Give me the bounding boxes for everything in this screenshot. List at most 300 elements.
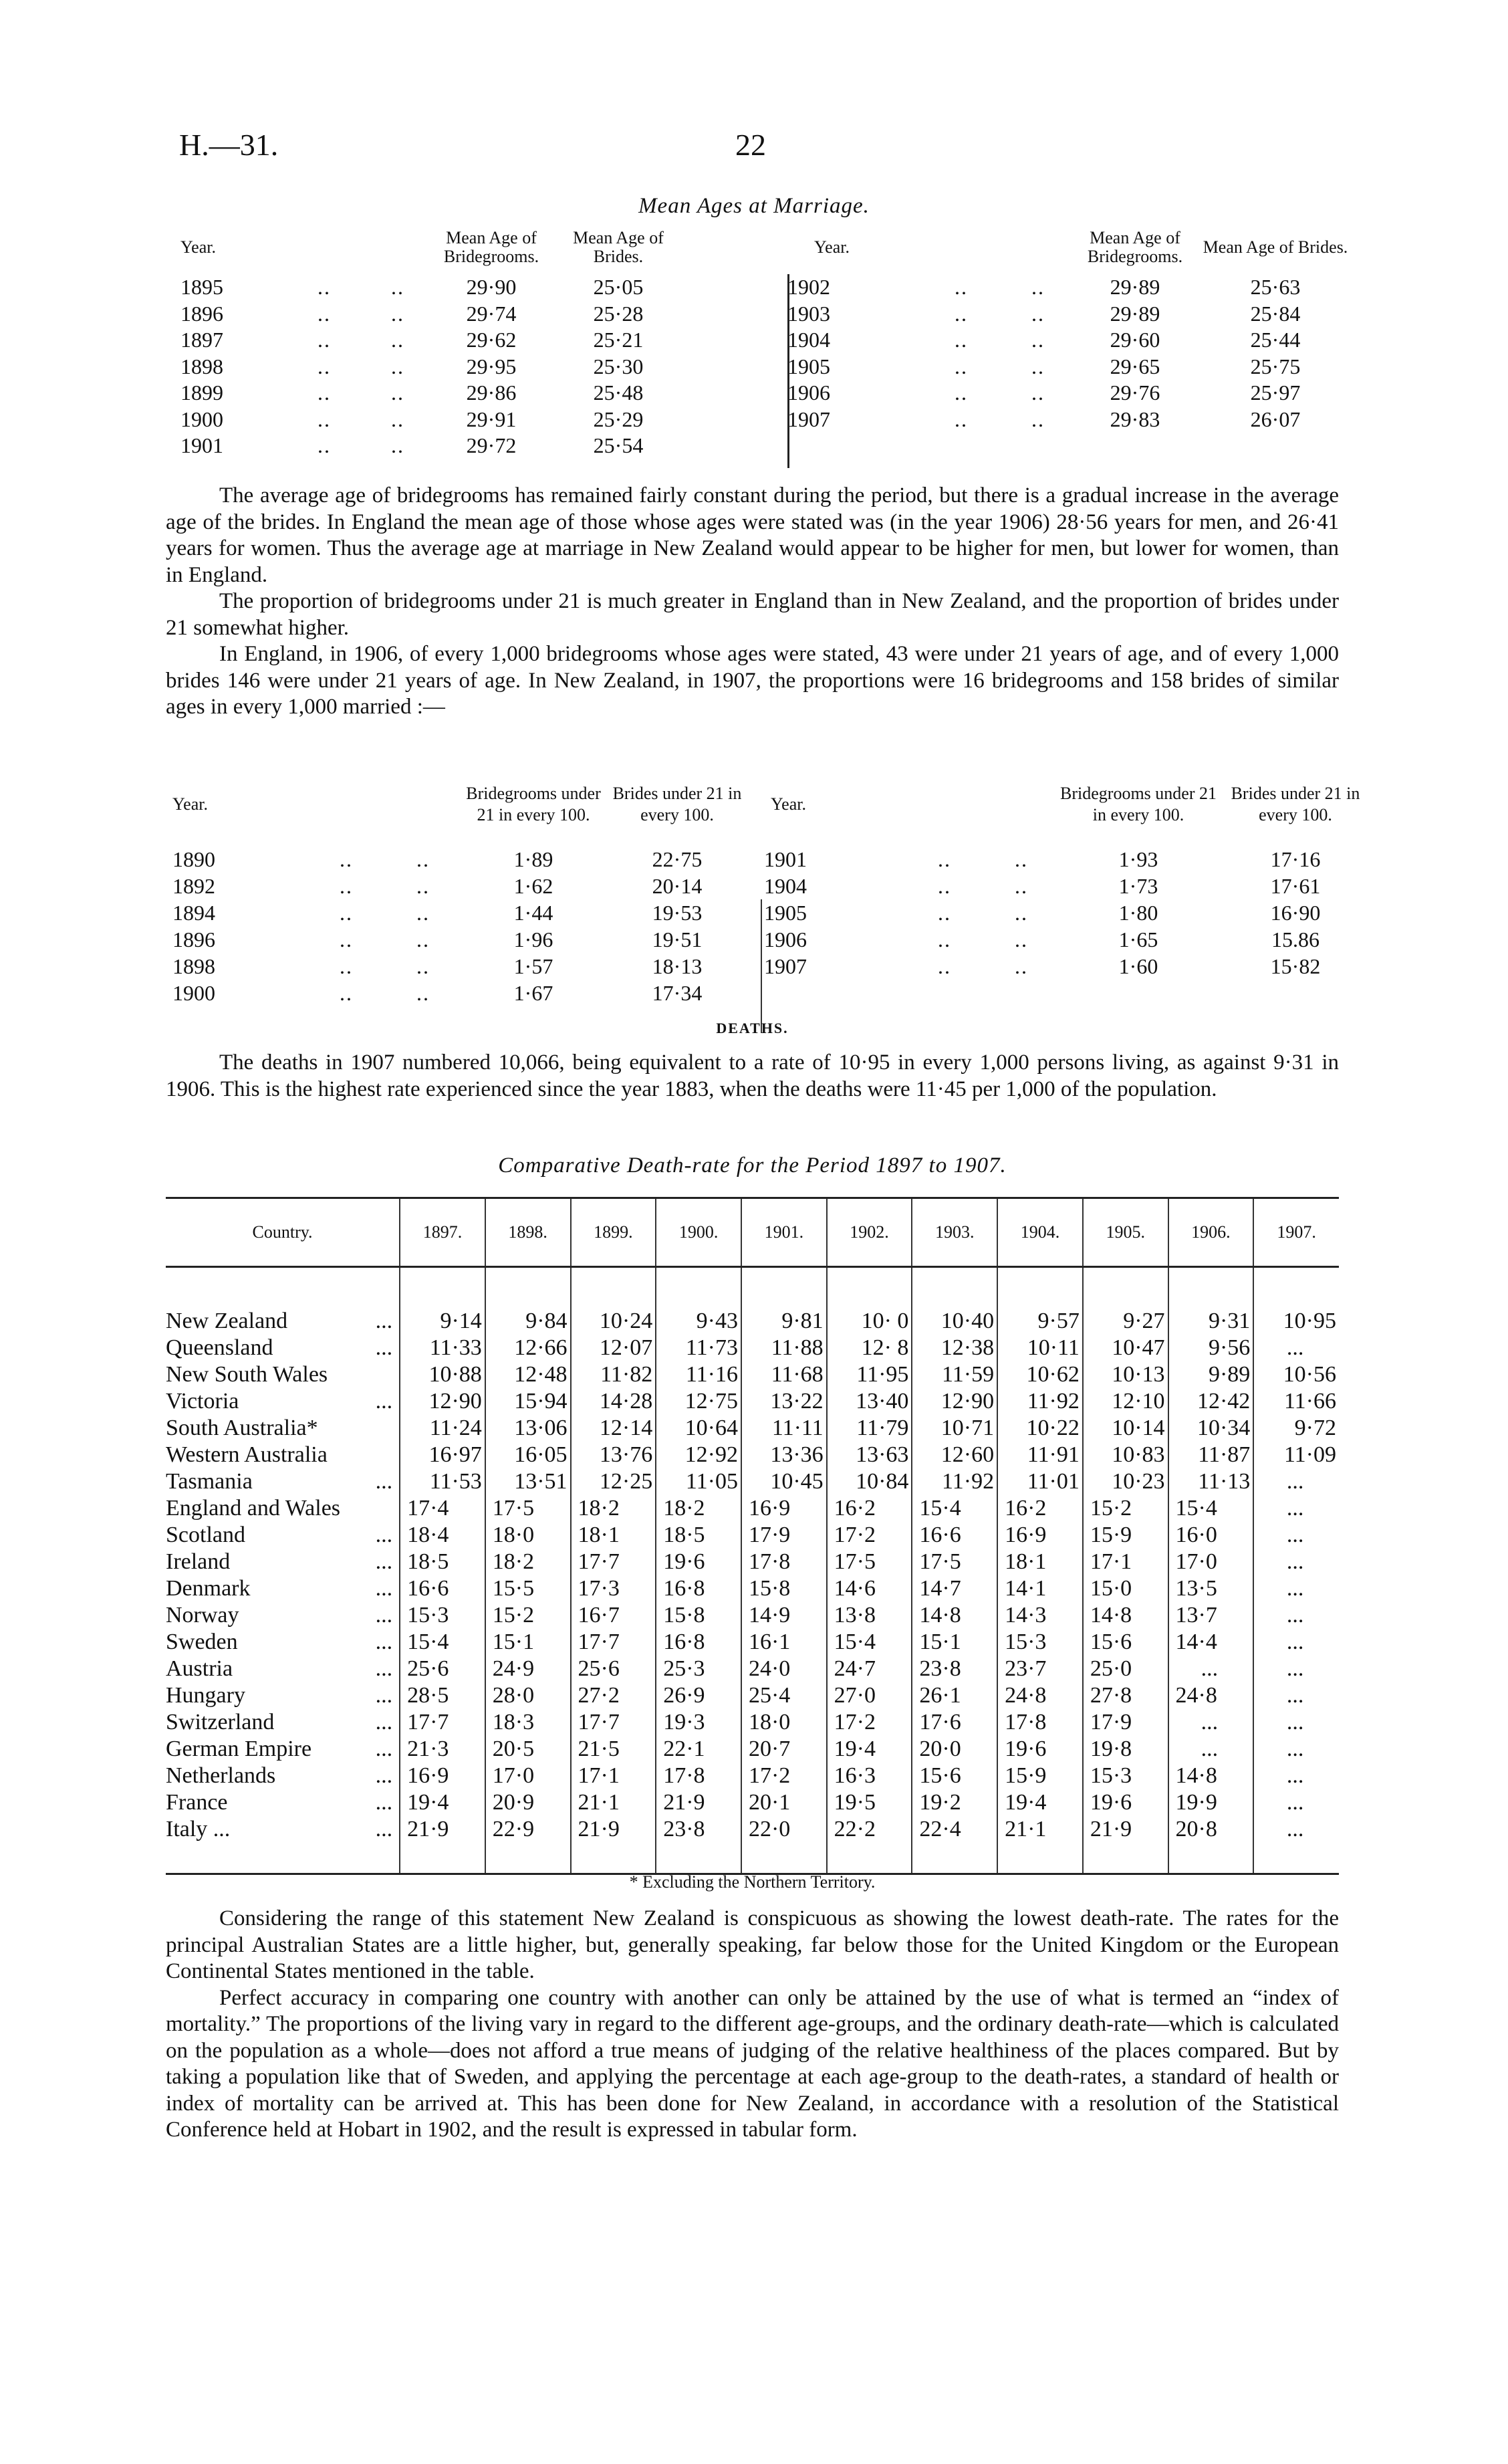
- leader-dots: ..: [1015, 847, 1028, 871]
- rate-value: 18·2: [656, 1495, 741, 1522]
- rate-value: 19·8: [1083, 1736, 1168, 1763]
- rate-value: 13·22: [741, 1388, 827, 1415]
- mean-ages-title: Mean Ages at Marriage.: [638, 194, 870, 218]
- leader-dots: ..: [391, 275, 404, 299]
- bridegrooms-value: 1·62: [513, 874, 553, 898]
- leader-dots: ..: [955, 354, 968, 378]
- rate-value: 17·7: [571, 1709, 656, 1736]
- rate-value: ...: [1253, 1816, 1339, 1843]
- country-cell: [166, 1468, 400, 1495]
- rate-value: 25·0: [1083, 1656, 1168, 1682]
- rate-value: 15·3: [997, 1629, 1083, 1656]
- table-row: [166, 1709, 1339, 1736]
- rate-value: 15·4: [827, 1629, 912, 1656]
- rate-value: 12·07: [571, 1335, 656, 1361]
- bridegrooms-value: 29·83: [1110, 407, 1160, 431]
- rate-value: ...: [1253, 1629, 1339, 1656]
- rate-value: 16·7: [571, 1602, 656, 1629]
- country-name: Switzerland: [166, 1710, 275, 1734]
- rate-value: 17·0: [1168, 1549, 1254, 1575]
- rate-value: ...: [1253, 1335, 1339, 1361]
- rate-value: 11·24: [400, 1415, 485, 1442]
- rate-value: 15·1: [485, 1629, 571, 1656]
- rate-value: 10· 0: [827, 1308, 912, 1335]
- rate-value: 17·1: [1083, 1549, 1168, 1575]
- brides-value: 15·82: [1270, 954, 1321, 978]
- death-rate-table-title: Comparative Death-rate for the Period 1897 to 1907.: [498, 1153, 1007, 1178]
- page-number: 22: [735, 128, 766, 162]
- year-cell: 1904: [764, 874, 807, 898]
- leader-dots: ..: [391, 354, 404, 378]
- rate-value: 24·0: [741, 1656, 827, 1682]
- bridegrooms-value: 1·60: [1118, 954, 1158, 978]
- rate-value: 14·6: [827, 1575, 912, 1602]
- rate-value: 24·8: [997, 1682, 1083, 1709]
- rate-value: 11·73: [656, 1335, 741, 1361]
- rate-value: 10·95: [1253, 1308, 1339, 1335]
- rate-value: 19·6: [656, 1549, 741, 1575]
- leader-dots: ..: [416, 927, 430, 951]
- column-divider: [761, 899, 762, 1033]
- bridegrooms-value: 29·89: [1110, 301, 1160, 326]
- document-id: H.—31.: [179, 128, 279, 162]
- rate-value: 10·23: [1083, 1468, 1168, 1495]
- leader-dots: ..: [391, 433, 404, 457]
- rate-value: 13·51: [485, 1468, 571, 1495]
- year-cell: 1903: [787, 301, 830, 326]
- rate-value: 15·4: [912, 1495, 997, 1522]
- year-cell: 1900: [180, 407, 223, 431]
- leader-dots: ..: [955, 328, 968, 352]
- country-cell: [166, 1736, 400, 1763]
- table-row: [166, 1789, 1339, 1816]
- table-row: [166, 1308, 1339, 1335]
- rate-value: 15·1: [912, 1629, 997, 1656]
- rate-value: 12·60: [912, 1442, 997, 1468]
- year-cell: 1895: [180, 275, 223, 299]
- bridegrooms-value: 1·96: [513, 927, 553, 951]
- country-cell: [166, 1709, 400, 1736]
- rate-value: ...: [1253, 1789, 1339, 1816]
- rate-value: 13·63: [827, 1442, 912, 1468]
- rate-value: 18·5: [656, 1522, 741, 1549]
- year-cell: 1907: [787, 407, 830, 431]
- rate-value: 12·42: [1168, 1388, 1254, 1415]
- leader-ellipsis: ...: [375, 1603, 393, 1628]
- rate-value: 21·1: [997, 1816, 1083, 1843]
- rate-value: 12·25: [571, 1468, 656, 1495]
- rate-value: 25·6: [400, 1656, 485, 1682]
- brides-value: 25·63: [1250, 275, 1301, 299]
- rate-value: 16·8: [656, 1629, 741, 1656]
- country-name: Netherlands: [166, 1763, 276, 1788]
- rate-value: 18·2: [485, 1549, 571, 1575]
- leader-dots: ..: [416, 847, 430, 871]
- bridegrooms-value: 1·93: [1118, 847, 1158, 871]
- brides-value: 25·84: [1250, 301, 1301, 326]
- leader-dots: ..: [416, 901, 430, 925]
- col-header-year: Year.: [172, 794, 208, 814]
- year-cell: 1905: [764, 901, 807, 925]
- rate-value: 17·5: [485, 1495, 571, 1522]
- leader-dots: ..: [1015, 874, 1028, 898]
- col-header-brides: Mean Age of Brides.: [1203, 237, 1348, 257]
- rate-value: 18·5: [400, 1549, 485, 1575]
- rate-value: 10·24: [571, 1308, 656, 1335]
- rate-value: 9·57: [997, 1308, 1083, 1335]
- rate-value: 18·4: [400, 1522, 485, 1549]
- rate-value: ...: [1253, 1549, 1339, 1575]
- leader-dots: ..: [955, 275, 968, 299]
- rate-value: 10·34: [1168, 1415, 1254, 1442]
- leader-dots: ..: [955, 301, 968, 326]
- rate-value: 17·8: [997, 1709, 1083, 1736]
- rate-value: 12·38: [912, 1335, 997, 1361]
- rate-value: 19·3: [656, 1709, 741, 1736]
- leader-ellipsis: ...: [375, 1683, 393, 1708]
- rate-value: 16·9: [997, 1522, 1083, 1549]
- rate-value: ...: [1253, 1763, 1339, 1789]
- rate-value: ...: [1253, 1736, 1339, 1763]
- brides-value: 25·97: [1250, 380, 1301, 405]
- leader-ellipsis: ...: [375, 1817, 393, 1841]
- year-cell: 1890: [172, 847, 215, 871]
- rate-value: 15·2: [485, 1602, 571, 1629]
- table-row: [166, 1575, 1339, 1602]
- rate-value: 22·0: [741, 1816, 827, 1843]
- rate-value: 16·9: [741, 1495, 827, 1522]
- rate-value: 15·0: [1083, 1575, 1168, 1602]
- brides-value: 17·16: [1270, 847, 1321, 871]
- rate-value: 17·3: [571, 1575, 656, 1602]
- rate-value: 20·8: [1168, 1816, 1254, 1843]
- table-row: [166, 1388, 1339, 1415]
- brides-value: 19·53: [652, 901, 703, 925]
- brides-value: 25·05: [593, 275, 644, 299]
- rate-value: 15·2: [1083, 1495, 1168, 1522]
- rate-value: 16·1: [741, 1629, 827, 1656]
- rate-value: 19·4: [827, 1736, 912, 1763]
- col-header-bridegrooms-under-21: Bridegrooms under 21 in every 100.: [466, 783, 601, 824]
- brides-value: 20·14: [652, 874, 703, 898]
- brides-value: 17·61: [1270, 874, 1321, 898]
- rate-value: 10·11: [997, 1335, 1083, 1361]
- leader-dots: ..: [955, 380, 968, 405]
- country-cell: [166, 1682, 400, 1709]
- country-name: England and Wales: [166, 1496, 341, 1521]
- country-cell: [166, 1388, 400, 1415]
- rate-value: 22·9: [485, 1816, 571, 1843]
- leader-dots: ..: [416, 874, 430, 898]
- rate-value: 10·14: [1083, 1415, 1168, 1442]
- year-cell: 1897: [180, 328, 223, 352]
- bridegrooms-value: 29·90: [466, 275, 517, 299]
- col-header-year: Year.: [771, 794, 806, 814]
- rate-value: 17·7: [571, 1629, 656, 1656]
- rate-value: 11·91: [997, 1442, 1083, 1468]
- country-name: Ireland: [166, 1549, 231, 1574]
- table-header-row: [166, 1198, 1339, 1267]
- rate-value: 19·9: [1168, 1789, 1254, 1816]
- leader-dots: ..: [391, 301, 404, 326]
- leader-ellipsis: ...: [375, 1656, 393, 1681]
- rate-value: 11·66: [1253, 1388, 1339, 1415]
- rate-value: 19·5: [827, 1789, 912, 1816]
- rate-value: 19·4: [400, 1789, 485, 1816]
- country-cell: [166, 1308, 400, 1335]
- table-row: [166, 1361, 1339, 1388]
- rate-value: 17·9: [741, 1522, 827, 1549]
- leader-dots: ..: [340, 927, 353, 951]
- col-header-year: 1902.: [827, 1198, 912, 1267]
- leader-dots: ..: [391, 328, 404, 352]
- year-cell: 1902: [787, 275, 830, 299]
- table-row: [166, 1442, 1339, 1468]
- leader-dots: ..: [1031, 301, 1045, 326]
- rate-value: 13·36: [741, 1442, 827, 1468]
- col-header-year: 1898.: [485, 1198, 571, 1267]
- col-header-year: 1899.: [571, 1198, 656, 1267]
- table-row: [166, 1335, 1339, 1361]
- brides-value: 25·30: [593, 354, 644, 378]
- country-name: Italy ...: [166, 1817, 231, 1841]
- year-cell: 1904: [787, 328, 830, 352]
- bridegrooms-value: 1·44: [513, 901, 553, 925]
- mortality-paragraphs: [166, 1906, 1339, 2144]
- bridegrooms-value: 1·73: [1118, 874, 1158, 898]
- rate-value: 15·9: [1083, 1522, 1168, 1549]
- leader-dots: ..: [318, 328, 331, 352]
- col-header-year: 1907.: [1253, 1198, 1339, 1267]
- table-row: [166, 1816, 1339, 1843]
- rate-value: 17·1: [571, 1763, 656, 1789]
- rate-value: 17·7: [400, 1709, 485, 1736]
- rate-value: 11·82: [571, 1361, 656, 1388]
- leader-dots: ..: [938, 927, 951, 951]
- brides-value: 25·44: [1250, 328, 1301, 352]
- rate-value: 19·6: [997, 1736, 1083, 1763]
- year-cell: 1898: [172, 954, 215, 978]
- col-header-year: Year.: [180, 237, 216, 257]
- leader-dots: ..: [938, 847, 951, 871]
- leader-dots: ..: [1031, 380, 1045, 405]
- rate-value: 27·0: [827, 1682, 912, 1709]
- brides-value: 19·51: [652, 927, 703, 951]
- country-name: Western Australia: [166, 1442, 328, 1467]
- leader-dots: ..: [318, 354, 331, 378]
- rate-value: 18·3: [485, 1709, 571, 1736]
- rate-value: 21·9: [571, 1816, 656, 1843]
- col-header-brides-under-21: Brides under 21 in every 100.: [1231, 783, 1360, 824]
- rate-value: 11·59: [912, 1361, 997, 1388]
- rate-value: 12·92: [656, 1442, 741, 1468]
- country-name: Tasmania: [166, 1469, 253, 1494]
- leader-ellipsis: ...: [375, 1309, 393, 1333]
- country-name: South Australia*: [166, 1416, 318, 1440]
- rate-value: 10·83: [1083, 1442, 1168, 1468]
- rate-value: 9·89: [1168, 1361, 1254, 1388]
- leader-dots: ..: [938, 954, 951, 978]
- leader-dots: ..: [340, 954, 353, 978]
- leader-dots: ..: [340, 981, 353, 1005]
- country-cell: [166, 1763, 400, 1789]
- marriage-paragraphs: [166, 483, 1339, 721]
- rate-value: ...: [1253, 1468, 1339, 1495]
- year-cell: 1901: [764, 847, 807, 871]
- rate-value: 14·8: [1168, 1763, 1254, 1789]
- leader-dots: ..: [1015, 954, 1028, 978]
- country-name: Victoria: [166, 1389, 239, 1414]
- leader-dots: ..: [1031, 275, 1045, 299]
- rate-value: 15·9: [997, 1763, 1083, 1789]
- bridegrooms-value: 29·95: [466, 354, 517, 378]
- col-header-year: 1897.: [400, 1198, 485, 1267]
- table-row: [166, 1549, 1339, 1575]
- rate-value: 13·7: [1168, 1602, 1254, 1629]
- leader-ellipsis: ...: [375, 1763, 393, 1788]
- rate-value: 10·47: [1083, 1335, 1168, 1361]
- rate-value: 16·9: [400, 1763, 485, 1789]
- rate-value: 14·8: [1083, 1602, 1168, 1629]
- rate-value: 10·84: [827, 1468, 912, 1495]
- leader-ellipsis: ...: [375, 1523, 393, 1547]
- rate-value: 15·3: [400, 1602, 485, 1629]
- rate-value: 24·9: [485, 1656, 571, 1682]
- rate-value: 21·3: [400, 1736, 485, 1763]
- rate-value: 15·4: [400, 1629, 485, 1656]
- rate-value: 17·2: [827, 1709, 912, 1736]
- year-cell: 1899: [180, 380, 223, 405]
- rate-value: 12·48: [485, 1361, 571, 1388]
- rate-value: 11·53: [400, 1468, 485, 1495]
- country-name: Hungary: [166, 1683, 245, 1708]
- country-cell: [166, 1602, 400, 1629]
- rate-value: 15·3: [1083, 1763, 1168, 1789]
- rate-value: 17·2: [827, 1522, 912, 1549]
- bridegrooms-value: 1·65: [1118, 927, 1158, 951]
- rate-value: 21·9: [656, 1789, 741, 1816]
- rate-value: 14·9: [741, 1602, 827, 1629]
- rate-value: 17·2: [741, 1763, 827, 1789]
- rate-value: ...: [1253, 1656, 1339, 1682]
- table-row: [166, 1656, 1339, 1682]
- rate-value: 23·7: [997, 1656, 1083, 1682]
- rate-value: 22·2: [827, 1816, 912, 1843]
- rate-value: 19·2: [912, 1789, 997, 1816]
- table-row: [166, 1682, 1339, 1709]
- year-cell: 1894: [172, 901, 215, 925]
- leader-dots: ..: [318, 407, 331, 431]
- rate-value: 10·45: [741, 1468, 827, 1495]
- rate-value: 15·6: [1083, 1629, 1168, 1656]
- year-cell: 1906: [764, 927, 807, 951]
- section-heading-deaths: DEATHS.: [716, 1020, 789, 1036]
- rate-value: 11·13: [1168, 1468, 1254, 1495]
- bridegrooms-value: 1·80: [1118, 901, 1158, 925]
- rate-value: 17·5: [912, 1549, 997, 1575]
- paragraph: The average age of bridegrooms has remained fairly constant during the period, but there is a gradual increase in the average age of the brides. In England the mean age of those whose ages were stated was (in the year 1906) 28·56 years for men, and 26·41 years for women. Thus the average age at marriage in New Zealand would appear to be higher for men, but lower for women, than in England.: [166, 483, 1339, 587]
- rate-value: 16·2: [997, 1495, 1083, 1522]
- rate-value: 9·84: [485, 1308, 571, 1335]
- rate-value: 22·1: [656, 1736, 741, 1763]
- table-row: [166, 1629, 1339, 1656]
- rate-value: 11·88: [741, 1335, 827, 1361]
- rate-value: 12·14: [571, 1415, 656, 1442]
- leader-dots: ..: [340, 901, 353, 925]
- country-name: Denmark: [166, 1576, 251, 1601]
- country-name: Austria: [166, 1656, 233, 1681]
- leader-dots: ..: [955, 407, 968, 431]
- rate-value: 16·6: [400, 1575, 485, 1602]
- year-cell: 1896: [180, 301, 223, 326]
- bridegrooms-value: 29·76: [1110, 380, 1160, 405]
- country-cell: [166, 1629, 400, 1656]
- rate-value: 16·0: [1168, 1522, 1254, 1549]
- rate-value: 17·9: [1083, 1709, 1168, 1736]
- rate-value: 11·95: [827, 1361, 912, 1388]
- rate-value: 15·5: [485, 1575, 571, 1602]
- rate-value: 11·87: [1168, 1442, 1254, 1468]
- country-cell: [166, 1575, 400, 1602]
- rate-value: 9·56: [1168, 1335, 1254, 1361]
- brides-value: 26·07: [1250, 407, 1301, 431]
- country-name: Scotland: [166, 1523, 245, 1547]
- col-header-bridegrooms: Mean Age of Bridegrooms.: [1087, 228, 1183, 266]
- rate-value: 13·5: [1168, 1575, 1254, 1602]
- rate-value: 21·9: [400, 1816, 485, 1843]
- brides-value: 25·75: [1250, 354, 1301, 378]
- bridegrooms-value: 29·62: [466, 328, 517, 352]
- brides-value: 25·54: [593, 433, 644, 457]
- rate-value: 11·92: [912, 1468, 997, 1495]
- leader-dots: ..: [391, 380, 404, 405]
- leader-ellipsis: ...: [375, 1790, 393, 1815]
- rate-value: 9·43: [656, 1308, 741, 1335]
- rate-value: ...: [1168, 1656, 1254, 1682]
- leader-dots: ..: [340, 847, 353, 871]
- leader-dots: ..: [318, 301, 331, 326]
- rate-value: ...: [1253, 1682, 1339, 1709]
- leader-ellipsis: ...: [375, 1389, 393, 1414]
- leader-dots: ..: [318, 275, 331, 299]
- brides-value: 25·28: [593, 301, 644, 326]
- bridegrooms-value: 1·67: [513, 981, 553, 1005]
- rate-value: 10·71: [912, 1415, 997, 1442]
- country-cell: [166, 1789, 400, 1816]
- rate-value: 14·8: [912, 1602, 997, 1629]
- rate-value: 25·4: [741, 1682, 827, 1709]
- rate-value: 18·1: [571, 1522, 656, 1549]
- brides-value: 17·34: [652, 981, 703, 1005]
- col-header-brides-under-21: Brides under 21 in every 100.: [612, 783, 742, 824]
- col-header-year: 1904.: [997, 1198, 1083, 1267]
- rate-value: 18·1: [997, 1549, 1083, 1575]
- col-header-year: 1901.: [741, 1198, 827, 1267]
- rate-value: ...: [1168, 1709, 1254, 1736]
- leader-ellipsis: ...: [375, 1710, 393, 1734]
- rate-value: 21·9: [1083, 1816, 1168, 1843]
- year-cell: 1900: [172, 981, 215, 1005]
- country-cell: [166, 1335, 400, 1361]
- col-header-bridegrooms: Mean Age of Bridegrooms.: [443, 228, 539, 266]
- rate-value: ...: [1253, 1575, 1339, 1602]
- country-cell: [166, 1522, 400, 1549]
- rate-value: 20·9: [485, 1789, 571, 1816]
- country-name: New Zealand: [166, 1309, 288, 1333]
- leader-dots: ..: [416, 981, 430, 1005]
- rate-value: 9·31: [1168, 1308, 1254, 1335]
- rate-value: 15·8: [656, 1602, 741, 1629]
